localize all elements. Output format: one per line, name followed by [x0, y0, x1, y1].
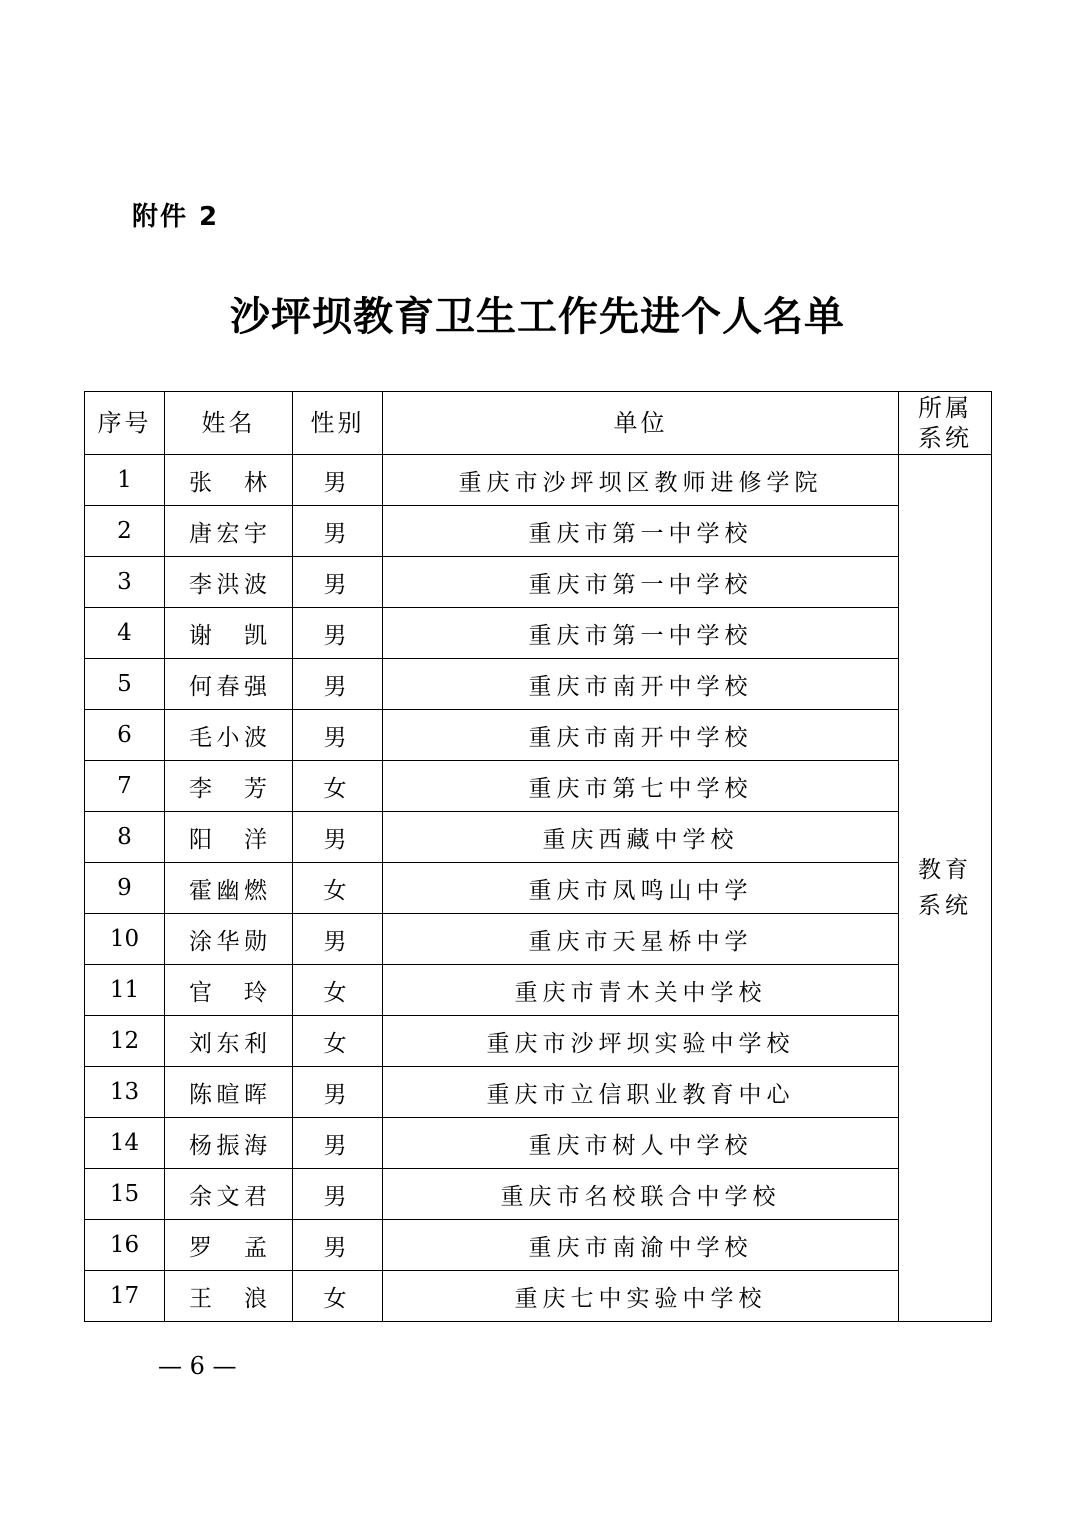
table-row: [85, 863, 992, 914]
cell-seq: 13: [85, 1067, 165, 1118]
cell-seq: 2: [85, 506, 165, 557]
table-row: [85, 608, 992, 659]
header-gender: 性别: [293, 392, 383, 455]
table-row: [85, 914, 992, 965]
cell-gender: 男: [293, 1169, 383, 1220]
cell-name: [165, 914, 293, 965]
cell-name: [165, 557, 293, 608]
cell-name: [165, 1067, 293, 1118]
system-line2: 系统: [918, 893, 972, 919]
cell-gender: 男: [293, 914, 383, 965]
cell-unit: 重庆市树人中学校: [383, 1118, 899, 1169]
header-seq: 序号: [85, 392, 165, 455]
table-row: [85, 506, 992, 557]
cell-name: [165, 863, 293, 914]
cell-unit: 重庆市沙坪坝区教师进修学院: [383, 455, 899, 506]
table-row: [85, 965, 992, 1016]
table-row: [85, 1016, 992, 1067]
cell-seq: 4: [85, 608, 165, 659]
cell-gender: 男: [293, 1067, 383, 1118]
cell-name: [165, 710, 293, 761]
cell-seq: 9: [85, 863, 165, 914]
person-name: 罗孟: [189, 1234, 267, 1261]
cell-unit: 重庆七中实验中学校: [383, 1271, 899, 1322]
cell-unit: 重庆市第一中学校: [383, 557, 899, 608]
table-row: [85, 1271, 992, 1322]
cell-name: [165, 1118, 293, 1169]
cell-name: [165, 965, 293, 1016]
header-row: [85, 392, 992, 455]
cell-name: [165, 1271, 293, 1322]
cell-seq: 5: [85, 659, 165, 710]
cell-unit: 重庆市南开中学校: [383, 710, 899, 761]
cell-unit: 重庆西藏中学校: [383, 812, 899, 863]
person-name: 唐宏宇: [189, 520, 267, 547]
cell-gender: 男: [293, 659, 383, 710]
table-row: [85, 659, 992, 710]
table-row: [85, 1118, 992, 1169]
cell-unit: 重庆市第一中学校: [383, 506, 899, 557]
person-name: 谢凯: [189, 622, 267, 649]
cell-unit: 重庆市沙坪坝实验中学校: [383, 1016, 899, 1067]
person-name: 刘东利: [189, 1030, 267, 1057]
person-name: 余文君: [189, 1183, 267, 1210]
cell-unit: 重庆市天星桥中学: [383, 914, 899, 965]
attachment-label: 附件 2: [132, 202, 220, 232]
person-name: 涂华勋: [189, 928, 267, 955]
person-name: 阳洋: [189, 826, 267, 853]
person-name: 霍幽燃: [189, 877, 267, 904]
cell-name: [165, 659, 293, 710]
cell-unit: 重庆市南开中学校: [383, 659, 899, 710]
header-system-line1: 所属: [918, 394, 972, 422]
cell-name: [165, 1220, 293, 1271]
cell-gender: 女: [293, 1271, 383, 1322]
cell-name: [165, 761, 293, 812]
cell-seq: 14: [85, 1118, 165, 1169]
cell-seq: 1: [85, 455, 165, 506]
cell-seq: 16: [85, 1220, 165, 1271]
cell-name: [165, 1169, 293, 1220]
cell-name: [165, 812, 293, 863]
table-row: [85, 710, 992, 761]
cell-seq: 15: [85, 1169, 165, 1220]
person-name: 李洪波: [189, 571, 267, 598]
cell-gender: 女: [293, 761, 383, 812]
cell-gender: 男: [293, 455, 383, 506]
cell-name: [165, 1016, 293, 1067]
cell-gender: 男: [293, 812, 383, 863]
cell-seq: 11: [85, 965, 165, 1016]
cell-seq: 3: [85, 557, 165, 608]
cell-seq: 12: [85, 1016, 165, 1067]
cell-gender: 男: [293, 557, 383, 608]
cell-seq: 17: [85, 1271, 165, 1322]
cell-gender: 女: [293, 863, 383, 914]
person-name: 毛小波: [189, 724, 267, 751]
cell-seq: 7: [85, 761, 165, 812]
cell-unit: 重庆市青木关中学校: [383, 965, 899, 1016]
document-title: 沙坪坝教育卫生工作先进个人名单: [230, 293, 845, 340]
cell-gender: 女: [293, 1016, 383, 1067]
cell-name: [165, 506, 293, 557]
person-name: 李芳: [189, 775, 267, 802]
table-row: [85, 1220, 992, 1271]
cell-unit: 重庆市名校联合中学校: [383, 1169, 899, 1220]
header-system-line2: 系统: [918, 424, 972, 452]
cell-gender: 男: [293, 506, 383, 557]
page-number: — 6 —: [158, 1352, 237, 1380]
table-body: [85, 455, 992, 1322]
cell-unit: 重庆市南渝中学校: [383, 1220, 899, 1271]
header-unit: 单位: [383, 392, 899, 455]
person-name: 陈暄晖: [189, 1081, 267, 1108]
cell-gender: 男: [293, 1118, 383, 1169]
table-header: [85, 392, 992, 455]
cell-unit: 重庆市第七中学校: [383, 761, 899, 812]
cell-seq: 8: [85, 812, 165, 863]
cell-unit: 重庆市立信职业教育中心: [383, 1067, 899, 1118]
table-row: [85, 1067, 992, 1118]
cell-name: [165, 455, 293, 506]
person-name: 何春强: [189, 673, 267, 700]
table-row: [85, 1169, 992, 1220]
cell-gender: 男: [293, 710, 383, 761]
table-row: [85, 455, 992, 506]
person-name: 杨振海: [189, 1132, 267, 1159]
cell-system: [899, 455, 992, 1322]
cell-gender: 男: [293, 1220, 383, 1271]
roster-table: [84, 391, 992, 1322]
header-name: 姓名: [165, 392, 293, 455]
table-row: [85, 557, 992, 608]
cell-gender: 男: [293, 608, 383, 659]
table-row: [85, 812, 992, 863]
cell-seq: 6: [85, 710, 165, 761]
cell-unit: 重庆市凤鸣山中学: [383, 863, 899, 914]
person-name: 王浪: [189, 1285, 267, 1312]
cell-name: [165, 608, 293, 659]
system-line1: 教育: [918, 857, 972, 883]
person-name: 张林: [189, 469, 267, 496]
cell-seq: 10: [85, 914, 165, 965]
cell-unit: 重庆市第一中学校: [383, 608, 899, 659]
person-name: 官玲: [189, 979, 267, 1006]
table-row: [85, 761, 992, 812]
cell-gender: 女: [293, 965, 383, 1016]
header-system: [899, 392, 992, 455]
